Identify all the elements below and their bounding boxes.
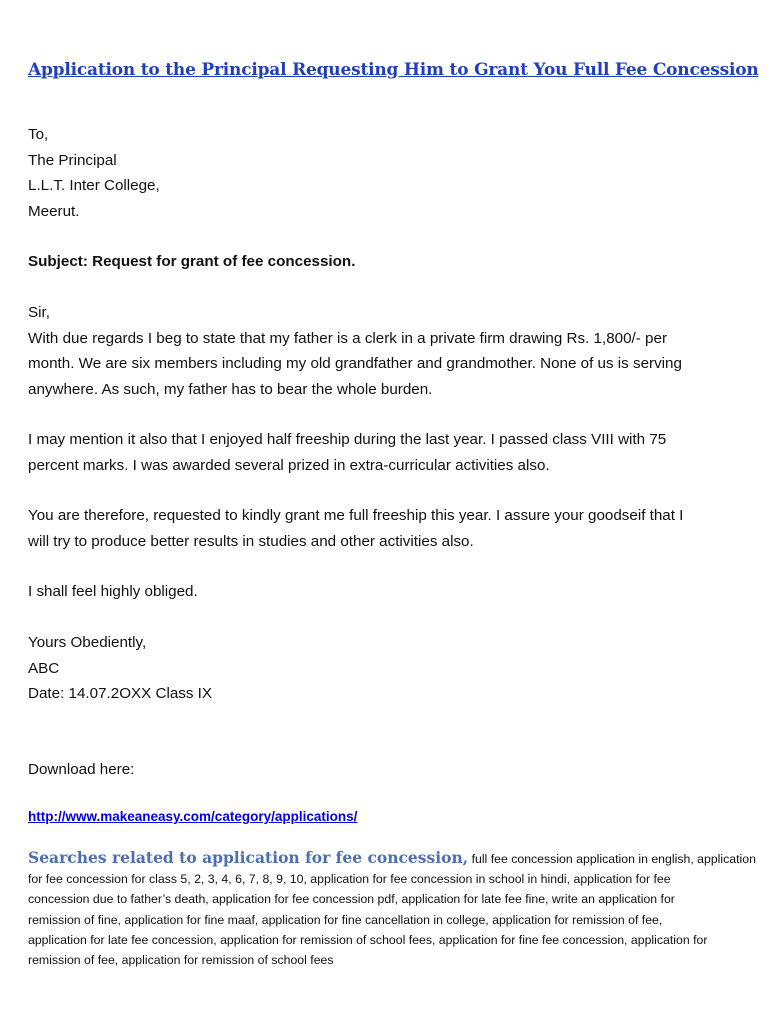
sender-name: ABC — [28, 659, 60, 677]
letter-closing — [28, 630, 740, 707]
download-label: Download here: — [28, 761, 135, 778]
letter-body-p2 — [28, 427, 740, 478]
date-line: Date: 14.07.2OXX Class IX — [28, 685, 213, 702]
related-searches-line: remission of fine, application for fine maaf, application for fine cancellation in college, application for remission of fee, — [28, 912, 663, 927]
related-searches-text: full fee concession application in english, application — [471, 852, 756, 866]
download-link-row — [28, 804, 740, 830]
related-searches-line: concession due to father’s death, application for fee concession pdf, application for late fee fine, write an application for — [28, 892, 675, 907]
letter-body-p1 — [28, 300, 740, 402]
subject-block — [28, 249, 740, 275]
body-line: I may mention it also that I enjoyed half freeship during the last year. I passed class VIII with 75 — [28, 431, 667, 448]
related-searches-line: remission of fee, application for remission of school fees — [28, 953, 334, 968]
related-searches-heading: Searches related to application for fee concession, — [28, 848, 469, 867]
address-line: To, — [28, 126, 49, 143]
address-line: L.L.T. Inter College, — [28, 177, 160, 194]
subject-line: Subject: Request for grant of fee concession. — [28, 253, 356, 270]
body-line: percent marks. I was awarded several prized in extra-curricular activities also. — [28, 456, 550, 474]
download-section — [28, 757, 740, 783]
body-line: anywhere. As such, my father has to bear the whole burden. — [28, 380, 433, 398]
body-line: month. We are six members including my old grandfather and grandmother. None of us is serving — [28, 355, 682, 372]
address-line: Meerut. — [28, 202, 80, 220]
letter-body-p4 — [28, 579, 740, 605]
letter-body-p3 — [28, 503, 740, 554]
related-searches — [28, 848, 756, 970]
related-searches-line: application for late fee concession, application for remission of school fees, application for fine fee concession, application for — [28, 932, 708, 947]
salutation: Sir, — [28, 304, 50, 321]
body-line: With due regards I beg to state that my father is a clerk in a private firm drawing Rs. 1,800/- per — [28, 329, 668, 347]
body-line: I shall feel highly obliged. — [28, 583, 198, 600]
related-searches-line — [28, 848, 756, 869]
download-link[interactable]: http://www.makeaneasy.com/category/applications/ — [28, 809, 358, 824]
sign-off: Yours Obediently, — [28, 634, 147, 651]
body-line: You are therefore, requested to kindly grant me full freeship this year. I assure your goodseif that I — [28, 507, 684, 524]
recipient-address — [28, 122, 740, 224]
body-line: will try to produce better results in studies and other activities also. — [28, 532, 474, 550]
page-title: Application to the Principal Requesting Him to Grant You Full Fee Concession — [28, 60, 759, 80]
address-line: The Principal — [28, 151, 117, 169]
related-searches-line: for fee concession for class 5, 2, 3, 4, 6, 7, 8, 9, 10, application for fee concession in school in hindi, application for fee — [28, 872, 671, 887]
